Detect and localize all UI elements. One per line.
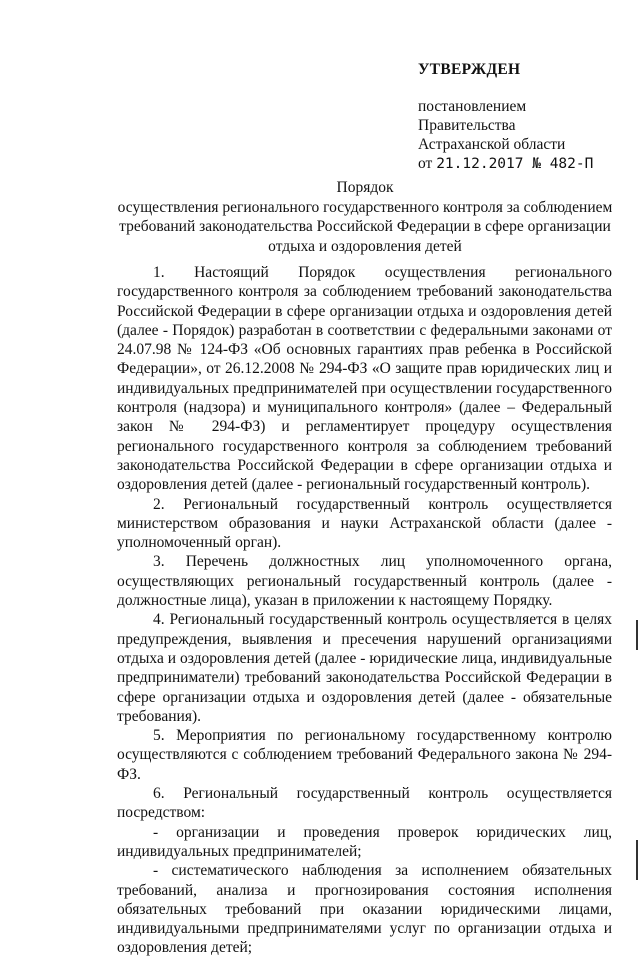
- title-subtitle-line: отдыха и оздоровления детей: [268, 237, 462, 255]
- document-title: [100, 178, 630, 256]
- document-body: [117, 263, 612, 958]
- paragraph-2: 2. Региональный государственный контроль осуществляется министерством образования и науки Астраханской области (далее - уполномоченный орган).: [117, 495, 612, 552]
- paragraph-5: 5. Мероприятия по региональному государственному контролю осуществляются с соблюдением требований Федерального закона № 294-ФЗ.: [117, 727, 612, 783]
- paragraph-4: 4. Региональный государственный контроль осуществляется в целях предупреждения, выявления и пресечения нарушений организациями отдыха и оздоровления детей (далее - юридические лица, индивидуальные предприниматели) требований законодательства Российской Федерации в сфере организации отдыха и оздоровления детей (далее - обязательные требования).: [117, 611, 612, 725]
- approval-date-stamp: 21.12.2017 № 482-П: [436, 156, 594, 172]
- approval-heading: УТВЕРЖДЕН: [418, 61, 521, 78]
- title-main: Порядок: [336, 179, 394, 196]
- approval-block: [418, 60, 618, 174]
- paragraph-3: 3. Перечень должностных лиц уполномоченного органа, осуществляющих региональный государственный контроль (далее - должностные лица), указан в приложении к настоящему Порядку.: [117, 553, 612, 610]
- approval-line: постановлением: [418, 98, 527, 115]
- paragraph-6: 6. Региональный государственный контроль осуществляется посредством:: [117, 785, 612, 822]
- approval-date-prefix: от: [418, 155, 433, 172]
- title-subtitle-line: осуществления регионального государственного контроля за соблюдением: [117, 198, 613, 216]
- scan-edge-mark: [636, 620, 638, 650]
- paragraph-1: 1. Настоящий Порядок осуществления регионального государственного контроля за соблюдением требований законодательства Российской Федерации в сфере организации отдыха и оздоровления детей (далее - Порядок) разработан в соответствии с федеральными законами от 24.07.98 № 124-ФЗ «Об основных гарантиях прав ребенка в Российской Федерации», от 26.12.2008 № 294-ФЗ «О защите прав юридических лиц и индивидуальных предпринимателей при осуществлении государственного контроля (надзора) и муниципального контроля» (далее – Федеральный закон № 294-ФЗ) и регламентирует процедуру осуществления регионального государственного контроля за соблюдением требований законодательства Российской Федерации в сфере организации отдыха и оздоровления детей (далее - региональный государственный контроль).: [117, 264, 612, 494]
- approval-line: Правительства: [418, 117, 516, 134]
- scan-edge-mark: [636, 840, 638, 880]
- approval-date-line: [418, 154, 618, 174]
- approval-line: Астраханской области: [418, 136, 566, 153]
- title-subtitle-line: требований законодательства Российской Федерации в сфере организации: [119, 218, 611, 235]
- bullet-item-2: - систематического наблюдения за исполнением обязательных требований, анализа и прогнозирования состояния исполнения обязательных требований при оказании юридическими лицами, индивидуальными предпринимателями услуг по организации отдыха и оздоровления детей;: [117, 862, 612, 957]
- bullet-item-1: - организации и проведения проверок юридических лиц, индивидуальных предпринимателей;: [117, 823, 612, 860]
